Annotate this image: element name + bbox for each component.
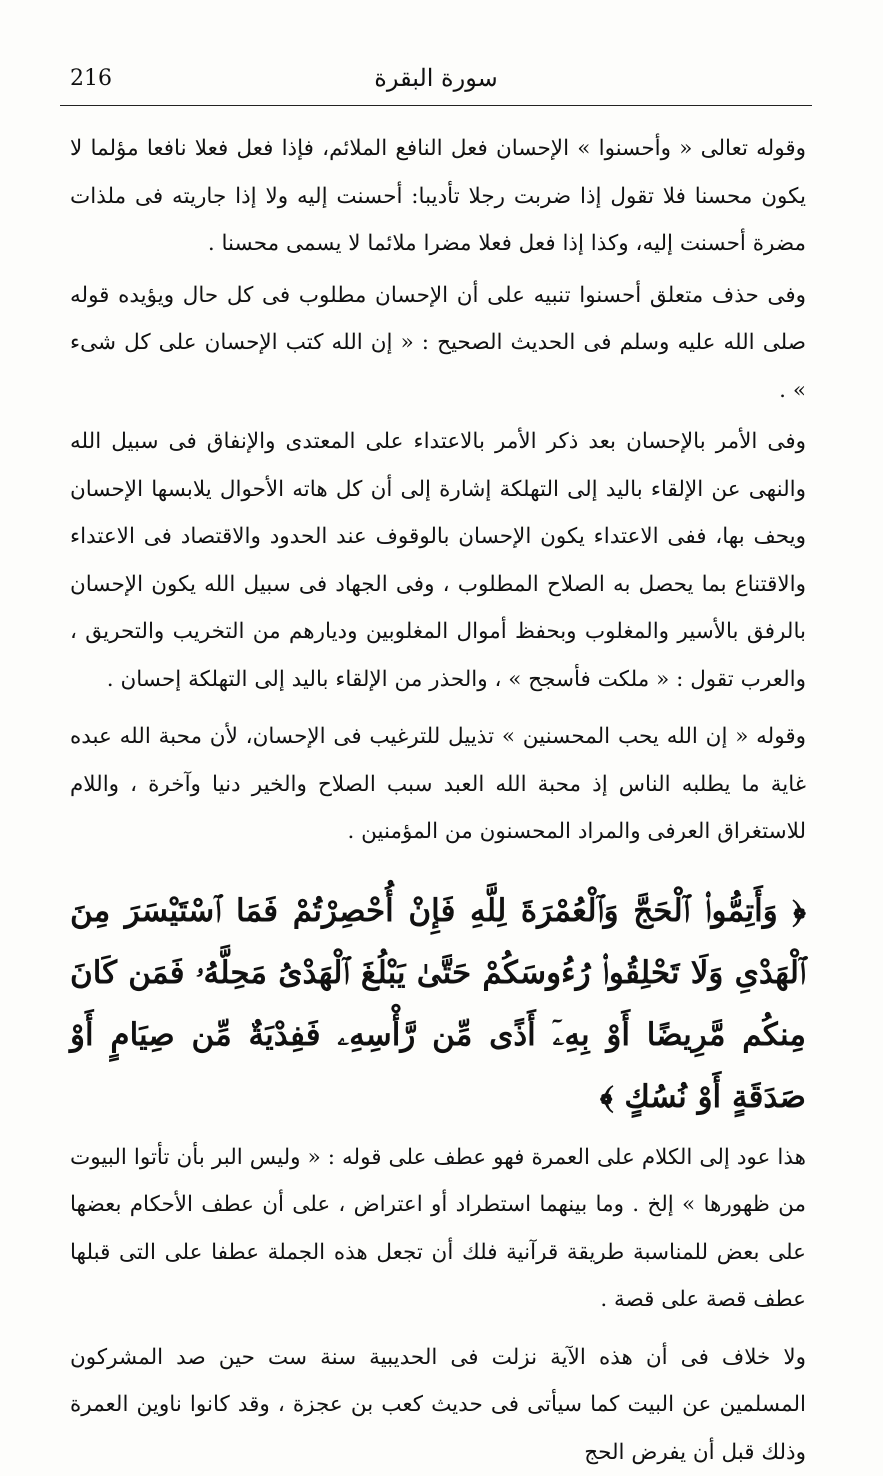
quran-verse: ﴿ وَأَتِمُّوا۟ ٱلْحَجَّ وَٱلْعُمْرَةَ لِلَّهِ فَإِنْ أُحْصِرْتُمْ فَمَا ٱسْتَيْسَرَ مِنَ ٱلْهَدْىِ وَلَا تَحْلِقُوا۟ رُءُوسَكُمْ حَتَّىٰ يَبْلُغَ ٱلْهَدْىُ مَحِلَّهُۥ فَمَن كَانَ مِنكُم مَّرِيضًا أَوْ بِهِۦٓ أَذًى مِّن رَّأْسِهِۦ فَفِدْيَةٌ مِّن صِيَامٍ أَوْ صَدَقَةٍ أَوْ نُسُكٍ ﴾ [70, 880, 806, 1128]
paragraph-4: وقوله « إن الله يحب المحسنين » تذييل للترغيب فى الإحسان، لأن محبة الله عبده غاية ما يطلبه الناس إذ محبة الله العبد سبب الصلاح والخير دنيا وآخرة ، واللام للاستغراق العرفى والمراد المحسنون من المؤمنين . [70, 713, 806, 856]
paragraph-6: ولا خلاف فى أن هذه الآية نزلت فى الحديبية سنة ست حين صد المشركون المسلمين عن البيت كما سيأتى فى حديث كعب بن عجزة ، وقد كانوا ناوين العمرة وذلك قبل أن يفرض الحج [70, 1334, 806, 1476]
header-divider [60, 105, 812, 106]
paragraph-2: وفى حذف متعلق أحسنوا تنبيه على أن الإحسان مطلوب فى كل حال ويؤيده قوله صلى الله عليه وسلم فى الحديث الصحيح : « إن الله كتب الإحسان على كل شىء » . [70, 272, 806, 415]
page-body [70, 125, 806, 1476]
page-header [60, 58, 812, 106]
page-number: 216 [70, 66, 112, 91]
paragraph-3: وفى الأمر بالإحسان بعد ذكر الأمر بالاعتداء على المعتدى والإنفاق فى سبيل الله والنهى عن الإلقاء باليد إلى التهلكة إشارة إلى أن كل هاته الأحوال يلابسها الإحسان ويحف بها، ففى الاعتداء يكون الإحسان بالوقوف عند الحدود والاقتصاد فى الاعتداء والاقتناع بما يحصل به الصلاح المطلوب ، وفى الجهاد فى سبيل الله يكون الإحسان بالرفق بالأسير والمغلوب وبحفظ أموال المغلوبين وديارهم من التخريب والتحريق ، والعرب تقول : « ملكت فأسجح » ، والحذر من الإلقاء باليد إلى التهلكة إحسان . [70, 418, 806, 703]
paragraph-1: وقوله تعالى « وأحسنوا » الإحسان فعل النافع الملائم، فإذا فعل فعلا نافعا مؤلما لا يكون محسنا فلا تقول إذا ضربت رجلا تأديبا: أحسنت إليه ولا إذا جاريته فى ملذات مضرة أحسنت إليه، وكذا إذا فعل فعلا مضرا ملائما لا يسمى محسنا . [70, 125, 806, 268]
running-title: سورة البقرة [60, 64, 812, 92]
paragraph-5: هذا عود إلى الكلام على العمرة فهو عطف على قوله : « وليس البر بأن تأتوا البيوت من ظهورها » إلخ . وما بينهما استطراد أو اعتراض ، على أن عطف الأحكام بعضها على بعض للمناسبة طريقة قرآنية فلك أن تجعل هذه الجملة عطفا على التى قبلها عطف قصة على قصة . [70, 1134, 806, 1324]
